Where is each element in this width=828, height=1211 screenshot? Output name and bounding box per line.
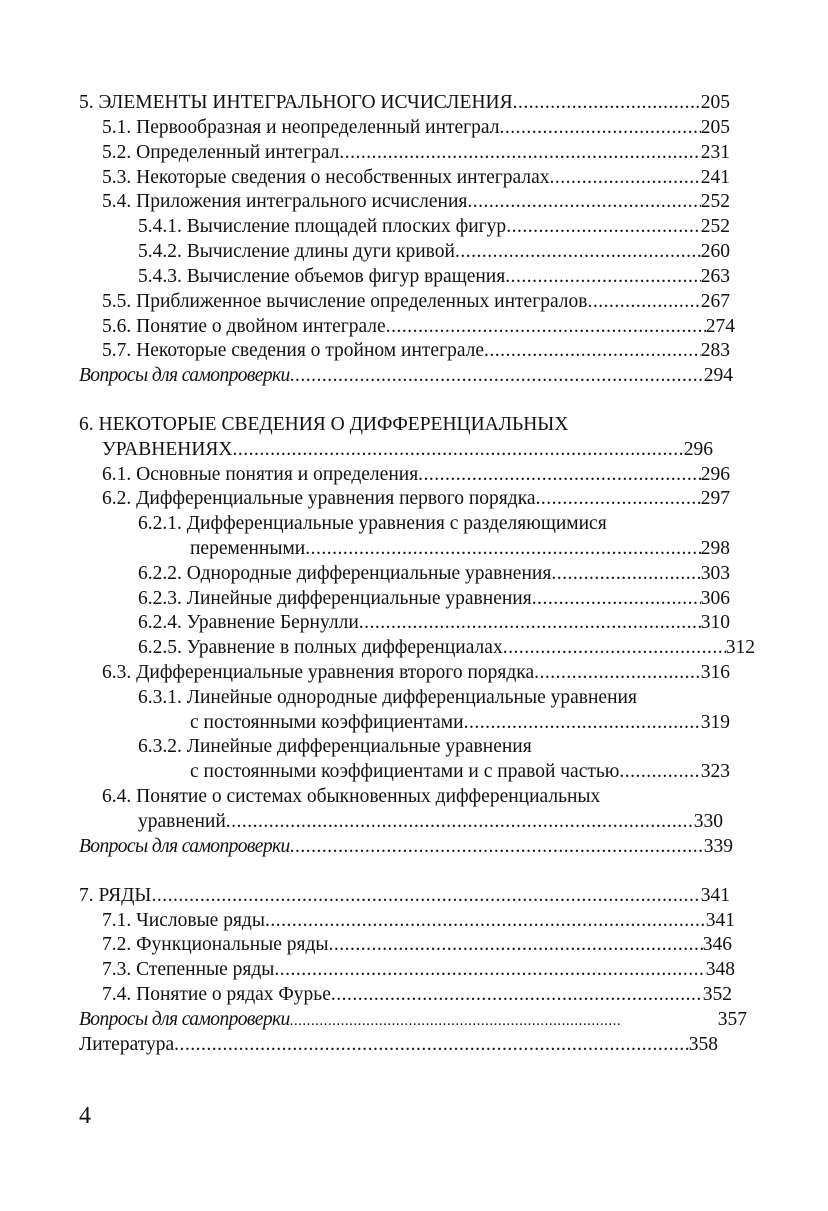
toc-entry[interactable] <box>190 760 730 784</box>
toc-entry[interactable] <box>138 265 730 289</box>
leader-dots <box>226 810 694 834</box>
toc-entry[interactable] <box>138 240 730 264</box>
toc-entry-page: 319 <box>700 712 730 733</box>
leader-dots <box>359 611 701 635</box>
leader-dots <box>290 835 704 859</box>
toc-entry-page: 316 <box>700 662 730 683</box>
leader-dots <box>331 983 703 1007</box>
toc-entry[interactable] <box>79 884 730 908</box>
toc-entry[interactable] <box>138 562 730 586</box>
toc-entry-title: 6.3.2. Линейные дифференциальные уравнения <box>138 736 532 757</box>
toc-entry-page: 296 <box>683 439 713 460</box>
toc-entry[interactable] <box>102 290 730 314</box>
toc-entry-page: 358 <box>688 1034 718 1055</box>
toc-entry-title: с постоянными коэффициентами <box>190 712 464 733</box>
toc-entry-title: Вопросы для самопроверки <box>79 836 290 857</box>
leader-dots <box>513 91 701 115</box>
leader-dots <box>619 760 700 784</box>
toc-entry-page: 330 <box>693 811 723 832</box>
leader-dots <box>329 933 703 957</box>
leader-dots <box>455 240 701 264</box>
toc-entry-page: 352 <box>702 984 732 1005</box>
toc-entry[interactable] <box>138 587 730 611</box>
toc-entry-page: 205 <box>700 117 730 138</box>
toc-entry-page: 294 <box>703 365 733 386</box>
leader-dots <box>506 215 701 239</box>
toc-entry-page: 341 <box>700 885 730 906</box>
toc-entry-title: УРАВНЕНИЯХ <box>102 439 233 460</box>
leader-dots <box>536 487 701 511</box>
toc-entry-title: 6.3. Дифференциальные уравнения второго порядка <box>102 662 535 683</box>
leader-dots <box>386 315 706 339</box>
toc-entry[interactable] <box>102 463 730 487</box>
leader-dots <box>551 562 700 586</box>
leader-dots <box>290 364 704 388</box>
toc-entry-page: 263 <box>700 266 730 287</box>
toc-entry-title: 6.3.1. Линейные однородные дифференциальные уравнения <box>138 687 637 708</box>
toc-entry[interactable] <box>102 141 730 165</box>
toc-entry[interactable] <box>190 537 730 561</box>
toc-entry[interactable] <box>102 315 735 339</box>
toc-entry-page: 357 <box>717 1009 747 1030</box>
toc-entry[interactable] <box>190 711 730 735</box>
toc-entry-title: уравнений <box>138 811 226 832</box>
toc-entry-title: переменными <box>190 538 306 559</box>
toc-entry[interactable] <box>138 611 730 635</box>
toc-entry-page: 297 <box>700 488 730 509</box>
leader-dots <box>505 265 701 289</box>
toc-entry-title: 6.2.2. Однородные дифференциальные уравнения <box>138 563 552 584</box>
toc-entry[interactable] <box>79 364 733 388</box>
toc-entry-title: 5.4.1. Вычисление площадей плоских фигур <box>138 216 507 237</box>
leader-dots <box>418 463 701 487</box>
toc-entry-title: 5.4.2. Вычисление длины дуги кривой <box>138 241 455 262</box>
leader-dots <box>290 1009 620 1033</box>
toc-entry-title: 7.4. Понятие о рядах Фурье <box>102 984 331 1005</box>
toc-entry[interactable] <box>79 835 733 859</box>
toc-entry-page: 252 <box>700 216 730 237</box>
page-number: 4 <box>79 1103 91 1129</box>
toc-entry-page: 310 <box>700 612 730 633</box>
leader-dots <box>532 587 701 611</box>
leader-dots <box>151 884 700 908</box>
toc-entry-title: Вопросы для самопроверки <box>79 365 290 386</box>
toc-entry-title: 6.2. Дифференциальные уравнения первого порядка <box>102 488 536 509</box>
toc-entry-page: 252 <box>700 191 730 212</box>
toc-entry[interactable] <box>138 810 723 834</box>
toc-entry-page: 296 <box>700 464 730 485</box>
leader-dots <box>305 537 701 561</box>
toc-entry-page: 346 <box>702 934 732 955</box>
toc-entry-title: 6. НЕКОТОРЫЕ СВЕДЕНИЯ О ДИФФЕРЕНЦИАЛЬНЫХ <box>79 414 569 435</box>
toc-entry[interactable] <box>102 487 730 511</box>
toc-entry[interactable] <box>79 91 730 115</box>
toc-entry-title: 5.7. Некоторые сведения о тройном интеграле <box>102 340 485 361</box>
toc-entry-title: с постоянными коэффициентами и с правой частью <box>190 761 620 782</box>
toc-entry-page: 348 <box>705 959 735 980</box>
toc-entry-page: 323 <box>700 761 730 782</box>
toc-entry[interactable] <box>102 339 730 363</box>
toc-entry-title: 6.4. Понятие о системах обыкновенных дифференциальных <box>102 786 601 807</box>
leader-dots <box>174 1033 689 1057</box>
toc-entry[interactable] <box>102 116 730 140</box>
toc-entry-page: 306 <box>700 588 730 609</box>
toc-entry-title: 7.2. Функциональные ряды <box>102 934 329 955</box>
toc-entry-page: 205 <box>700 92 730 113</box>
leader-dots <box>233 438 684 462</box>
toc-entry[interactable] <box>102 958 735 982</box>
toc-entry-title: Вопросы для самопроверки <box>79 1009 290 1030</box>
leader-dots <box>265 909 706 933</box>
leader-dots <box>503 636 726 660</box>
leader-dots <box>549 166 700 190</box>
toc-entry-title: 7.3. Степенные ряды <box>102 959 275 980</box>
toc-entry-page: 298 <box>700 538 730 559</box>
toc-entry[interactable] <box>102 909 735 933</box>
toc-entry-title: 5.4. Приложения интегрального исчисления <box>102 191 468 212</box>
toc-entry-title: 5.6. Понятие о двойном интеграле <box>102 316 386 337</box>
toc-entry-title: 5.3. Некоторые сведения о несобственных интегралах <box>102 167 550 188</box>
toc-entry-page: 283 <box>700 340 730 361</box>
toc-entry[interactable] <box>102 933 732 957</box>
toc-entry[interactable] <box>102 166 730 190</box>
toc-entry-title: 5. ЭЛЕМЕНТЫ ИНТЕГРАЛЬНОГО ИСЧИСЛЕНИЯ <box>79 92 513 113</box>
toc-entry-page: 267 <box>700 291 730 312</box>
toc-entry-title: 6.2.5. Уравнение в полных дифференциалах <box>138 637 503 658</box>
toc-entry[interactable] <box>102 190 730 214</box>
leader-dots <box>587 290 700 314</box>
toc-entry-title: 6.2.4. Уравнение Бернулли <box>138 612 359 633</box>
leader-dots <box>484 339 701 363</box>
toc-entry-page: 303 <box>700 563 730 584</box>
toc-entry-title: Литература <box>79 1034 175 1055</box>
leader-dots <box>499 116 700 140</box>
toc-entry-page: 231 <box>700 142 730 163</box>
toc-entry[interactable] <box>138 636 755 660</box>
toc-entry[interactable] <box>102 661 730 685</box>
toc-entry-title: 6.2.3. Линейные дифференциальные уравнения <box>138 588 532 609</box>
toc-entry[interactable] <box>138 215 730 239</box>
toc-entry-page: 260 <box>700 241 730 262</box>
toc-entry-page: 241 <box>700 167 730 188</box>
leader-dots <box>339 141 700 165</box>
toc-entry[interactable] <box>79 1033 718 1057</box>
toc-entry-page: 274 <box>705 316 735 337</box>
toc-entry-title: 7.1. Числовые ряды <box>102 910 265 931</box>
toc-entry-page: 312 <box>725 637 755 658</box>
toc-entry-title: 6.2.1. Дифференциальные уравнения с разделяющимися <box>138 513 607 534</box>
leader-dots <box>534 661 701 685</box>
toc-entry-title: 5.4.3. Вычисление объемов фигур вращения <box>138 266 506 287</box>
leader-dots <box>467 190 700 214</box>
toc-entry-title: 5.5. Приближенное вычисление определенных интегралов <box>102 291 588 312</box>
toc-entry[interactable] <box>102 983 732 1007</box>
toc-entry-title: 5.1. Первообразная и неопределенный интеграл <box>102 117 500 138</box>
toc-entry-page: 341 <box>705 910 735 931</box>
toc-entry-title: 7. РЯДЫ <box>79 885 152 906</box>
toc-entry-page: 339 <box>703 836 733 857</box>
toc-entry-title: 6.1. Основные понятия и определения <box>102 464 419 485</box>
toc-entry[interactable] <box>102 438 713 462</box>
leader-dots <box>464 711 701 735</box>
toc-entry-title: 5.2. Определенный интеграл <box>102 142 340 163</box>
toc-entry[interactable] <box>79 1008 747 1032</box>
leader-dots <box>274 958 705 982</box>
